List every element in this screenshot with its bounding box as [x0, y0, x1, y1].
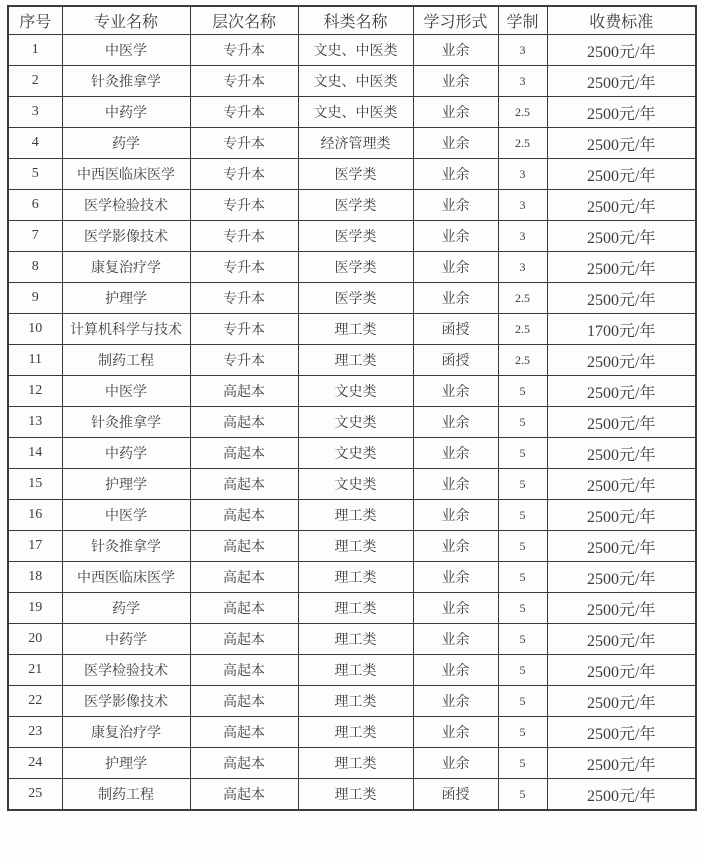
cell-level: 高起本: [190, 593, 298, 624]
cell-major: 药学: [62, 593, 190, 624]
cell-major: 医学检验技术: [62, 655, 190, 686]
cell-major: 中医学: [62, 500, 190, 531]
cell-fee: 2500元/年: [547, 407, 696, 438]
table-row: [8, 655, 696, 686]
cell-level: 高起本: [190, 469, 298, 500]
table-row: [8, 438, 696, 469]
cell-index: 9: [8, 283, 62, 314]
cell-major: 医学影像技术: [62, 686, 190, 717]
cell-duration: 5: [498, 376, 547, 407]
cell-level: 专升本: [190, 66, 298, 97]
cell-study_form: 业余: [413, 593, 498, 624]
cell-index: 22: [8, 686, 62, 717]
table-row: [8, 500, 696, 531]
cell-fee: 2500元/年: [547, 438, 696, 469]
cell-category: 理工类: [298, 562, 413, 593]
cell-category: 文史、中医类: [298, 97, 413, 128]
table-row: [8, 159, 696, 190]
cell-index: 16: [8, 500, 62, 531]
cell-index: 7: [8, 221, 62, 252]
cell-level: 专升本: [190, 128, 298, 159]
table-row: [8, 66, 696, 97]
cell-study_form: 业余: [413, 376, 498, 407]
cell-study_form: 业余: [413, 686, 498, 717]
cell-category: 经济管理类: [298, 128, 413, 159]
cell-study_form: 业余: [413, 748, 498, 779]
cell-level: 高起本: [190, 531, 298, 562]
cell-category: 医学类: [298, 221, 413, 252]
cell-major: 康复治疗学: [62, 717, 190, 748]
cell-fee: 2500元/年: [547, 500, 696, 531]
cell-duration: 5: [498, 407, 547, 438]
cell-major: 计算机科学与技术: [62, 314, 190, 345]
cell-major: 护理学: [62, 748, 190, 779]
cell-major: 护理学: [62, 283, 190, 314]
cell-study_form: 业余: [413, 35, 498, 66]
table-row: [8, 779, 696, 811]
cell-category: 理工类: [298, 748, 413, 779]
cell-major: 中西医临床医学: [62, 159, 190, 190]
cell-category: 文史类: [298, 407, 413, 438]
cell-major: 针灸推拿学: [62, 66, 190, 97]
cell-index: 11: [8, 345, 62, 376]
cell-study_form: 业余: [413, 283, 498, 314]
cell-study_form: 业余: [413, 221, 498, 252]
table-row: [8, 35, 696, 66]
cell-category: 文史类: [298, 469, 413, 500]
cell-level: 高起本: [190, 655, 298, 686]
table-row: [8, 748, 696, 779]
cell-major: 针灸推拿学: [62, 407, 190, 438]
cell-category: 医学类: [298, 252, 413, 283]
cell-category: 医学类: [298, 159, 413, 190]
cell-duration: 3: [498, 221, 547, 252]
cell-index: 10: [8, 314, 62, 345]
cell-study_form: 业余: [413, 531, 498, 562]
cell-level: 高起本: [190, 779, 298, 811]
cell-major: 制药工程: [62, 779, 190, 811]
table-row: [8, 469, 696, 500]
cell-duration: 5: [498, 500, 547, 531]
cell-fee: 2500元/年: [547, 748, 696, 779]
cell-study_form: 业余: [413, 469, 498, 500]
cell-fee: 2500元/年: [547, 593, 696, 624]
cell-study_form: 业余: [413, 252, 498, 283]
cell-index: 20: [8, 624, 62, 655]
cell-duration: 3: [498, 190, 547, 221]
cell-category: 文史类: [298, 438, 413, 469]
cell-duration: 3: [498, 66, 547, 97]
cell-index: 13: [8, 407, 62, 438]
cell-level: 高起本: [190, 438, 298, 469]
cell-major: 医学影像技术: [62, 221, 190, 252]
cell-major: 针灸推拿学: [62, 531, 190, 562]
cell-fee: 2500元/年: [547, 531, 696, 562]
cell-index: 15: [8, 469, 62, 500]
cell-study_form: 业余: [413, 500, 498, 531]
cell-category: 理工类: [298, 686, 413, 717]
cell-fee: 2500元/年: [547, 376, 696, 407]
cell-level: 高起本: [190, 717, 298, 748]
cell-index: 12: [8, 376, 62, 407]
cell-major: 中医学: [62, 35, 190, 66]
table-row: [8, 252, 696, 283]
column-header-duration: 学制: [498, 6, 547, 35]
cell-duration: 5: [498, 717, 547, 748]
table-row: [8, 190, 696, 221]
cell-duration: 2.5: [498, 345, 547, 376]
cell-fee: 2500元/年: [547, 717, 696, 748]
cell-level: 专升本: [190, 283, 298, 314]
column-header-category: 科类名称: [298, 6, 413, 35]
cell-fee: 2500元/年: [547, 159, 696, 190]
cell-fee: 2500元/年: [547, 283, 696, 314]
table-row: [8, 531, 696, 562]
cell-index: 4: [8, 128, 62, 159]
cell-fee: 2500元/年: [547, 779, 696, 811]
cell-duration: 3: [498, 35, 547, 66]
cell-index: 1: [8, 35, 62, 66]
cell-level: 专升本: [190, 314, 298, 345]
cell-category: 理工类: [298, 593, 413, 624]
table-header-row: [8, 6, 696, 35]
column-header-index: 序号: [8, 6, 62, 35]
cell-duration: 2.5: [498, 283, 547, 314]
cell-major: 中药学: [62, 97, 190, 128]
cell-index: 19: [8, 593, 62, 624]
cell-major: 中医学: [62, 376, 190, 407]
cell-category: 理工类: [298, 314, 413, 345]
cell-category: 理工类: [298, 345, 413, 376]
cell-level: 专升本: [190, 221, 298, 252]
cell-fee: 2500元/年: [547, 686, 696, 717]
cell-level: 高起本: [190, 748, 298, 779]
cell-duration: 3: [498, 159, 547, 190]
cell-duration: 5: [498, 686, 547, 717]
cell-study_form: 业余: [413, 717, 498, 748]
table-row: [8, 97, 696, 128]
column-header-fee: 收费标准: [547, 6, 696, 35]
cell-fee: 1700元/年: [547, 314, 696, 345]
cell-fee: 2500元/年: [547, 190, 696, 221]
cell-category: 文史类: [298, 376, 413, 407]
column-header-study-form: 学习形式: [413, 6, 498, 35]
cell-level: 专升本: [190, 345, 298, 376]
table-row: [8, 128, 696, 159]
cell-study_form: 业余: [413, 128, 498, 159]
cell-level: 专升本: [190, 190, 298, 221]
cell-fee: 2500元/年: [547, 562, 696, 593]
cell-study_form: 业余: [413, 407, 498, 438]
cell-index: 2: [8, 66, 62, 97]
table-row: [8, 221, 696, 252]
cell-category: 理工类: [298, 500, 413, 531]
cell-duration: 2.5: [498, 128, 547, 159]
table-row: [8, 407, 696, 438]
cell-duration: 5: [498, 593, 547, 624]
cell-study_form: 函授: [413, 779, 498, 811]
cell-level: 专升本: [190, 97, 298, 128]
cell-level: 高起本: [190, 686, 298, 717]
tuition-table: [7, 5, 697, 811]
cell-major: 医学检验技术: [62, 190, 190, 221]
cell-major: 制药工程: [62, 345, 190, 376]
cell-study_form: 业余: [413, 66, 498, 97]
cell-duration: 5: [498, 779, 547, 811]
cell-duration: 5: [498, 438, 547, 469]
cell-fee: 2500元/年: [547, 35, 696, 66]
cell-major: 中西医临床医学: [62, 562, 190, 593]
cell-study_form: 业余: [413, 159, 498, 190]
cell-level: 专升本: [190, 159, 298, 190]
cell-fee: 2500元/年: [547, 252, 696, 283]
cell-fee: 2500元/年: [547, 469, 696, 500]
table-body: [8, 35, 696, 811]
cell-fee: 2500元/年: [547, 655, 696, 686]
table-row: [8, 376, 696, 407]
cell-fee: 2500元/年: [547, 345, 696, 376]
cell-category: 理工类: [298, 624, 413, 655]
cell-study_form: 函授: [413, 314, 498, 345]
cell-duration: 5: [498, 469, 547, 500]
cell-duration: 2.5: [498, 314, 547, 345]
column-header-major: 专业名称: [62, 6, 190, 35]
table-row: [8, 283, 696, 314]
cell-major: 康复治疗学: [62, 252, 190, 283]
cell-duration: 5: [498, 655, 547, 686]
cell-fee: 2500元/年: [547, 221, 696, 252]
cell-index: 6: [8, 190, 62, 221]
table-row: [8, 717, 696, 748]
cell-study_form: 业余: [413, 562, 498, 593]
cell-fee: 2500元/年: [547, 97, 696, 128]
cell-level: 高起本: [190, 376, 298, 407]
table-row: [8, 686, 696, 717]
cell-level: 高起本: [190, 562, 298, 593]
cell-level: 专升本: [190, 252, 298, 283]
cell-duration: 3: [498, 252, 547, 283]
cell-duration: 5: [498, 624, 547, 655]
cell-index: 14: [8, 438, 62, 469]
cell-index: 3: [8, 97, 62, 128]
table-row: [8, 593, 696, 624]
cell-level: 高起本: [190, 407, 298, 438]
cell-major: 中药学: [62, 624, 190, 655]
cell-index: 25: [8, 779, 62, 811]
cell-study_form: 业余: [413, 190, 498, 221]
cell-level: 高起本: [190, 624, 298, 655]
cell-category: 文史、中医类: [298, 66, 413, 97]
column-header-level: 层次名称: [190, 6, 298, 35]
cell-index: 23: [8, 717, 62, 748]
cell-index: 17: [8, 531, 62, 562]
cell-fee: 2500元/年: [547, 128, 696, 159]
cell-category: 医学类: [298, 283, 413, 314]
cell-study_form: 业余: [413, 624, 498, 655]
cell-major: 护理学: [62, 469, 190, 500]
cell-category: 理工类: [298, 655, 413, 686]
cell-category: 理工类: [298, 779, 413, 811]
cell-study_form: 业余: [413, 655, 498, 686]
cell-index: 21: [8, 655, 62, 686]
table-row: [8, 624, 696, 655]
cell-fee: 2500元/年: [547, 66, 696, 97]
cell-index: 24: [8, 748, 62, 779]
cell-study_form: 业余: [413, 97, 498, 128]
cell-level: 高起本: [190, 500, 298, 531]
cell-duration: 5: [498, 562, 547, 593]
cell-major: 药学: [62, 128, 190, 159]
cell-study_form: 函授: [413, 345, 498, 376]
table-row: [8, 345, 696, 376]
cell-index: 18: [8, 562, 62, 593]
cell-index: 8: [8, 252, 62, 283]
cell-major: 中药学: [62, 438, 190, 469]
cell-duration: 2.5: [498, 97, 547, 128]
cell-category: 文史、中医类: [298, 35, 413, 66]
cell-study_form: 业余: [413, 438, 498, 469]
table-row: [8, 562, 696, 593]
cell-duration: 5: [498, 748, 547, 779]
cell-index: 5: [8, 159, 62, 190]
cell-duration: 5: [498, 531, 547, 562]
cell-category: 医学类: [298, 190, 413, 221]
cell-category: 理工类: [298, 531, 413, 562]
cell-level: 专升本: [190, 35, 298, 66]
cell-fee: 2500元/年: [547, 624, 696, 655]
cell-category: 理工类: [298, 717, 413, 748]
table-row: [8, 314, 696, 345]
